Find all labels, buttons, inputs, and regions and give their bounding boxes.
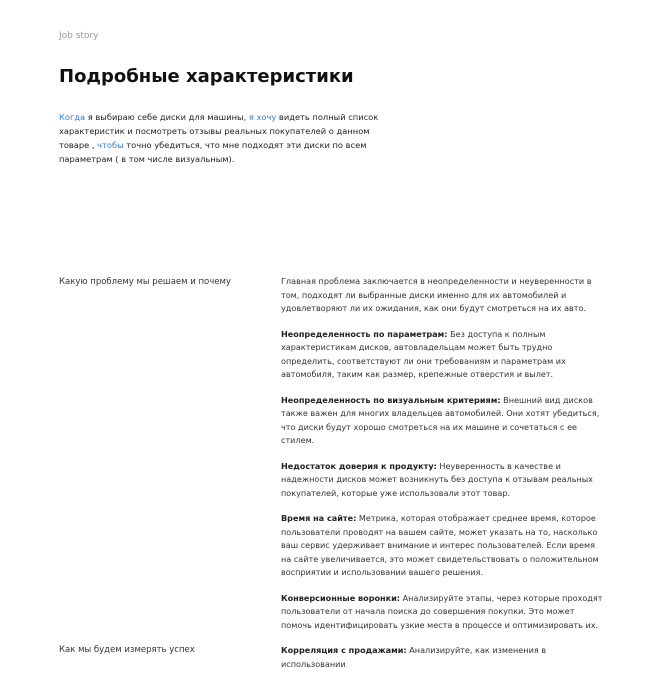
time-heading: Время на сайте: xyxy=(281,513,357,523)
sales-heading: Корреляция с продажами: xyxy=(281,645,407,655)
param-text: Без доступа к полным характеристикам дисков, автовладельцам может быть трудно определить, соответствуют ли они требованиям и параметрам их автомобиля, таким как размер, крепежные отверстия и вылет. xyxy=(281,328,566,379)
visual-paragraph xyxy=(281,394,606,448)
trust-heading: Недостаток доверия к продукту: xyxy=(281,460,437,471)
want-keyword: я хочу xyxy=(248,112,277,122)
param-heading: Неопределенность по параметрам: xyxy=(281,328,448,339)
so-keyword: чтобы xyxy=(97,140,124,150)
funnel-heading: Конверсионные воронки: xyxy=(281,592,401,603)
funnel-text: Анализируйте этапы, через которые проходят пользователи от начала поиска до совершения покупки. Это может помочь идентифицировать узкие места в процессе и оптимизировать их. xyxy=(281,592,603,630)
sales-paragraph xyxy=(281,644,606,671)
measure-section-label: Как мы будем измерять успех xyxy=(59,645,195,655)
trust-text: Неуверенность в качестве и надежности дисков может возникнуть без доступа к отзывам реальных покупателей, которые уже использовали этот товар. xyxy=(281,460,593,498)
sales-text: Анализируйте, как изменения в использовании xyxy=(281,645,547,669)
so-text: точно убедиться, что мне подходят эти диски по всем параметрам ( в том числе визуальным). xyxy=(59,140,367,164)
want-text: видеть полный список характеристик и посмотреть отзывы реальных покупателей о данном товаре , xyxy=(59,112,379,150)
funnel-paragraph xyxy=(281,592,606,633)
time-paragraph xyxy=(281,512,606,580)
section-content xyxy=(281,275,606,683)
intro-paragraph: Главная проблема заключается в неопределенности и неуверенности в том, подходят ли выбранные диски именно для их автомобилей и удовлетворяют ли их ожидания, как они будут смотреться на их авто. xyxy=(281,276,592,313)
job-story-text xyxy=(59,110,384,166)
visual-heading: Неопределенность по визуальным критериям: xyxy=(281,394,501,405)
time-text: Метрика, которая отображает среднее время, которое пользователи проводят на вашем сайте, может указать на то, насколько ваш сервис удерживает внимание и интерес пользователей. Если время на сайте увеличивается, это может свидетельствовать о положительном восприятии и использовании вашего решения. xyxy=(281,513,599,577)
when-keyword: Когда xyxy=(59,112,86,122)
job-story-label: Job story xyxy=(59,31,99,41)
when-text: я выбираю себе диски для машины, xyxy=(85,112,249,122)
param-paragraph xyxy=(281,328,606,382)
trust-paragraph xyxy=(281,460,606,501)
visual-text: Внешний вид дисков также важен для многих владельцев автомобилей. Они хотят убедиться, что диски будут хорошо смотреться на их машине и сочетаться с ее стилем. xyxy=(281,394,600,445)
page-title: Подробные характеристики xyxy=(59,66,354,87)
problem-section-label: Какую проблему мы решаем и почему xyxy=(59,277,231,287)
